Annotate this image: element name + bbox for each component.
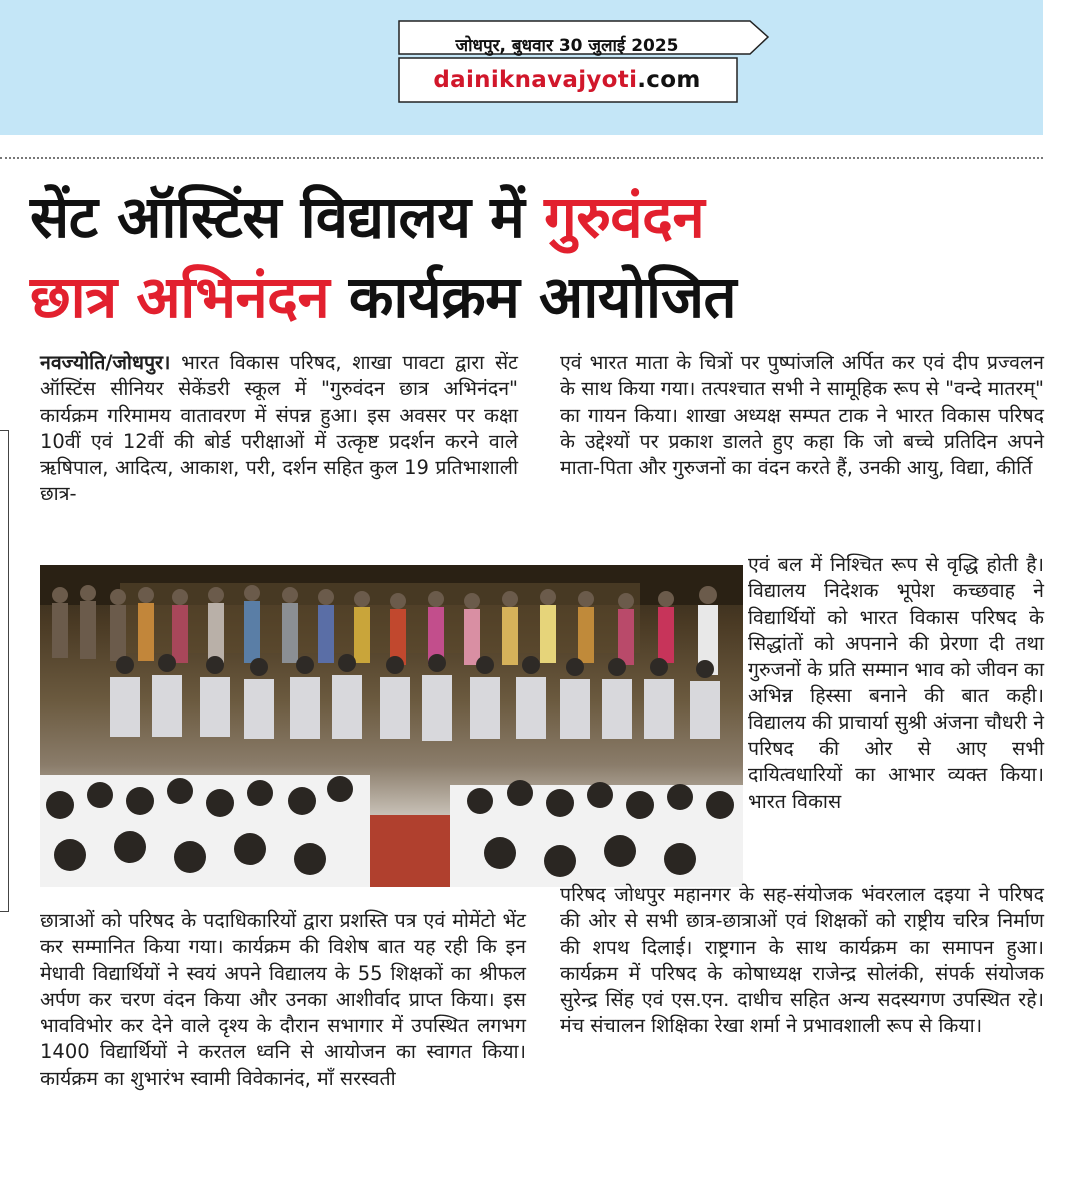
article-column-1	[40, 350, 518, 508]
article-column-4	[40, 908, 526, 1092]
headline-2-black: कार्यक्रम आयोजित	[329, 263, 737, 331]
byline: नवज्योति/जोधपुर।	[40, 351, 171, 374]
section-divider	[0, 157, 1043, 159]
adjacent-column-edge	[0, 430, 9, 912]
headline-1-red: गुरुवंदन	[544, 183, 705, 251]
site-url-name: dainiknavajyoti	[433, 67, 638, 93]
event-photo-illustration	[40, 565, 743, 887]
site-url-tld: .com	[637, 67, 701, 93]
article-text-2: एवं भारत माता के चित्रों पर पुष्पांजलि अर्पित कर एवं दीप प्रज्वलन के साथ किया गया। तत्पश्चात सभी ने सामूहिक रूप से "वन्दे मातरम्" का गायन किया। शाखा अध्यक्ष सम्पत टाक ने भारत विकास परिषद के उद्देश्यों पर प्रकाश डालते हुए कहा कि जो बच्चे प्रतिदिन अपने माता-पिता और गुरुजनों का वंदन करते हैं, उनकी आयु, विद्या, कीर्ति	[560, 351, 1044, 480]
article-text-5: परिषद जोधपुर महानगर के सह-संयोजक भंवरलाल दइया ने परिषद की ओर से सभी छात्र-छात्राओं एवं शिक्षकों को राष्ट्रीय चरित्र निर्माण की शपथ दिलाई। राष्ट्रगान के साथ कार्यक्रम का समापन हुआ। कार्यक्रम में परिषद के कोषाध्यक्ष राजेन्द्र सोलंकी, संपर्क संयोजक सुरेन्द्र सिंह एवं एस.एन. दाधीच सहित अन्य सदस्यगण उपस्थित रहे। मंच संचालन शिक्षिका रेखा शर्मा ने प्रभावशाली रूप से किया।	[560, 883, 1044, 1038]
site-url[interactable]	[398, 67, 736, 93]
event-photo	[40, 565, 743, 887]
article-column-2	[560, 350, 1044, 481]
headline-line-2	[30, 264, 736, 330]
article-column-3	[748, 552, 1044, 815]
headline-1-black: सेंट ऑस्टिंस विद्यालय में	[30, 183, 545, 251]
headline-line-1	[30, 184, 704, 250]
headline-2-red: छात्र अभिनंदन	[30, 263, 330, 331]
date-site-box	[398, 20, 770, 104]
masthead-band	[0, 0, 1043, 135]
edition-date: जोधपुर, बुधवार 30 जुलाई 2025	[455, 36, 679, 56]
article-column-5	[560, 882, 1044, 1040]
article-text-4: छात्राओं को परिषद के पदाधिकारियों द्वारा प्रशस्ति पत्र एवं मोमेंटो भेंट कर सम्मानित किया गया। कार्यक्रम की विशेष बात यह रही कि इन मेधावी विद्यार्थियों ने स्वयं अपने विद्यालय के 55 शिक्षकों का श्रीफल अर्पण कर चरण वंदन किया और उनका आशीर्वाद प्राप्त किया। इस भावविभोर कर देने वाले दृश्य के दौरान सभागार में उपस्थित लगभग 1400 विद्यार्थियों ने करतल ध्वनि से आयोजन का स्वागत किया। कार्यक्रम का शुभारंभ स्वामी विवेकानंद, माँ सरस्वती	[40, 909, 526, 1090]
article-text-3: एवं बल में निश्चित रूप से वृद्धि होती है। विद्यालय निदेशक भूपेश कच्छवाह ने विद्यार्थियों को भारत विकास परिषद के सिद्धांतों को अपनाने की प्रेरणा दी तथा गुरुजनों के प्रति सम्मान भाव को जीवन का अभिन्न हिस्सा बनाने की बात कही। विद्यालय की प्राचार्या सुश्री अंजना चौधरी ने परिषद की ओर से आए सभी दायित्वधारियों का आभार व्यक्त किया। भारत विकास	[748, 553, 1044, 813]
article-text-1: भारत विकास परिषद, शाखा पावटा द्वारा सेंट ऑस्टिंस सीनियर सेकेंडरी स्कूल में "गुरुवंदन छात्र अभिनंदन" कार्यक्रम गरिमामय वातावरण में संपन्न हुआ। इस अवसर पर कक्षा 10वीं एवं 12वीं की बोर्ड परीक्षाओं में उत्कृष्ट प्रदर्शन करने वाले ऋषिपाल, आदित्य, आकाश, परी, दर्शन सहित कुल 19 प्रतिभाशाली छात्र-	[40, 351, 518, 506]
